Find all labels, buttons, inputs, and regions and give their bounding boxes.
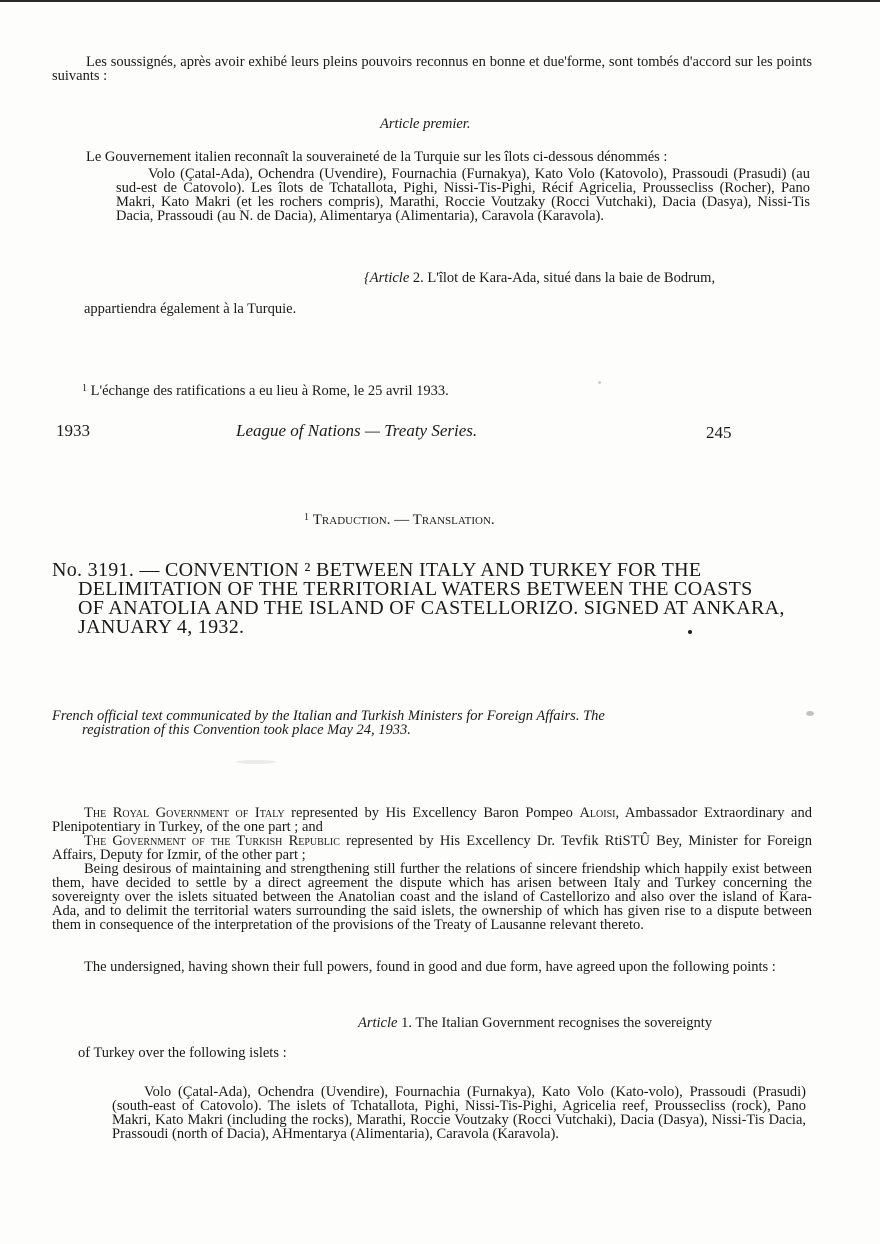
- party-italy: The Royal Government of Italy: [84, 805, 285, 821]
- scan-speck: [598, 381, 601, 384]
- preamble-paragraph-desire: Being desirous of maintaining and strengthening still further the relations of sincere friendship which happily exist between them, have decided to settle by a direct agreement the dispute which has arisen between Italy and Turkey concerning the sovereignty over the islets situated between the Anatolian coast and the island of Castellorizo and also over the island of Kara-Ada, and to delimit the territorial waters surrounding the said islets, the ownership of which has given rise to a dispute between them in consequence of the interpretation of the provisions of the Treaty of Lausanne relevant thereto.: [52, 861, 812, 933]
- preamble-paragraph-italy: [52, 806, 812, 834]
- footnote-marker: 1: [82, 383, 87, 394]
- english-article1-list: Volo (Çatal-Ada), Ochendra (Uvendire), Fournachia (Furnakya), Kato Volo (Kato-volo), Prassoudi (Prasudi) (south-east of Catovolo). The islets of Tchatallota, Pighi, Nissi-Tis-Pighi, Agricelia reef, Proussecliss (rock), Pano Makri, Kato Makri (including the rocks), Marathi, Roccie Voutzaky (Rocci Vutchaki), Dacia (Dasya), Nissi-Tis Dacia, Prassoudi (north of Dacia), AHmentarya (Alimentaria), Caravola (Karavola).: [112, 1084, 806, 1142]
- french-article1-lead: Le Gouvernement italien reconnaît la souveraineté de la Turquie sur les îlots ci-dessous dénommés :: [86, 149, 668, 165]
- ambassador-name: Aloisi: [579, 805, 616, 821]
- scan-smudge: [236, 760, 276, 764]
- official-text-line-2: registration of this Convention took place May 24, 1933.: [82, 722, 411, 738]
- official-text-note: [52, 709, 812, 737]
- preamble-italy-text-b: , Ambassador Extraordinary and Plenipotentiary in Turkey, of the one part ; and: [52, 805, 812, 835]
- scan-speck: [688, 630, 692, 634]
- convention-title-line-4: JANUARY 4, 1932.: [78, 616, 245, 638]
- preamble-paragraph-undersigned: The undersigned, having shown their full powers, found in good and due form, have agreed upon the following points :: [84, 959, 776, 975]
- french-article2-label: {Article: [364, 270, 410, 286]
- header-title: League of Nations — Treaty Series.: [236, 421, 478, 440]
- translation-heading: [304, 513, 495, 527]
- english-article1-continuation: of Turkey over the following islets :: [78, 1045, 287, 1061]
- party-turkey: The Government of the Turkish Republic: [84, 833, 340, 849]
- french-article2-line: [364, 271, 715, 285]
- english-article1-line: [358, 1016, 712, 1030]
- english-article1-label: Article: [358, 1015, 398, 1031]
- french-article2-continuation: appartiendra également à la Turquie.: [84, 301, 297, 317]
- header-year: 1933: [56, 421, 90, 440]
- official-text-line-1: French official text communicated by the Italian and Turkish Ministers for Foreign Affairs. The: [52, 708, 605, 724]
- french-article-heading: Article premier.: [380, 116, 471, 132]
- french-footnote: [82, 384, 449, 398]
- scan-speck: [806, 711, 814, 716]
- french-intro-paragraph: Les soussignés, après avoir exhibé leurs pleins pouvoirs reconnus en bonne et due'forme, sont tombés d'accord sur les points suivants :: [52, 54, 812, 84]
- convention-title: [52, 561, 812, 637]
- header-page-number: 245: [706, 423, 732, 442]
- convention-title-line-3: OF ANATOLIA AND THE ISLAND OF CASTELLORIZO. SIGNED AT ANKARA,: [78, 597, 785, 619]
- french-article2-text: 2. L'îlot de Kara-Ada, situé dans la baie de Bodrum,: [412, 270, 716, 286]
- preamble-paragraph-turkey: [52, 834, 812, 862]
- convention-title-line-2: DELIMITATION OF THE TERRITORIAL WATERS BETWEEN THE COASTS: [78, 578, 753, 600]
- footnote-text: L'échange des ratifications a eu lieu à Rome, le 25 avril 1933.: [90, 383, 449, 399]
- preamble-italy-text-a: represented by His Excellency Baron Pompeo: [284, 805, 580, 821]
- scan-top-edge: [0, 0, 880, 2]
- preamble-turkey-text: represented by His Excellency Dr. Tevfik RtiSTÛ Bey, Minister for Foreign Affairs, Deputy for Izmir, of the other part ;: [52, 833, 812, 863]
- convention-title-line-1: No. 3191. — CONVENTION ² BETWEEN ITALY AND TURKEY FOR THE: [52, 559, 702, 581]
- translation-label: Traduction. — Translation.: [312, 512, 495, 528]
- english-article1-text: 1. The Italian Government recognises the sovereignty: [401, 1015, 713, 1031]
- french-article1-list: Volo (Çatal-Ada), Ochendra (Uvendire), Fournachia (Furnakya), Kato Volo (Katovolo), Prassoudi (Prasudi) (au sud-est de Catovolo). Les îlots de Tchatallota, Pighi, Nissi-Tis-Pighi, Récif Agricelia, Proussecliss (Rocher), Pano Makri, Kato Makri (et les rochers compris), Marathi, Roccie Voutzaky (Rocci Vutchaki), Dacia (Dasya), Nissi-Tis Dacia, Prassoudi (au N. de Dacia), Alimentarya (Alimentaria), Caravola (Karavola).: [116, 166, 810, 224]
- translation-footnote-marker: 1: [304, 512, 309, 523]
